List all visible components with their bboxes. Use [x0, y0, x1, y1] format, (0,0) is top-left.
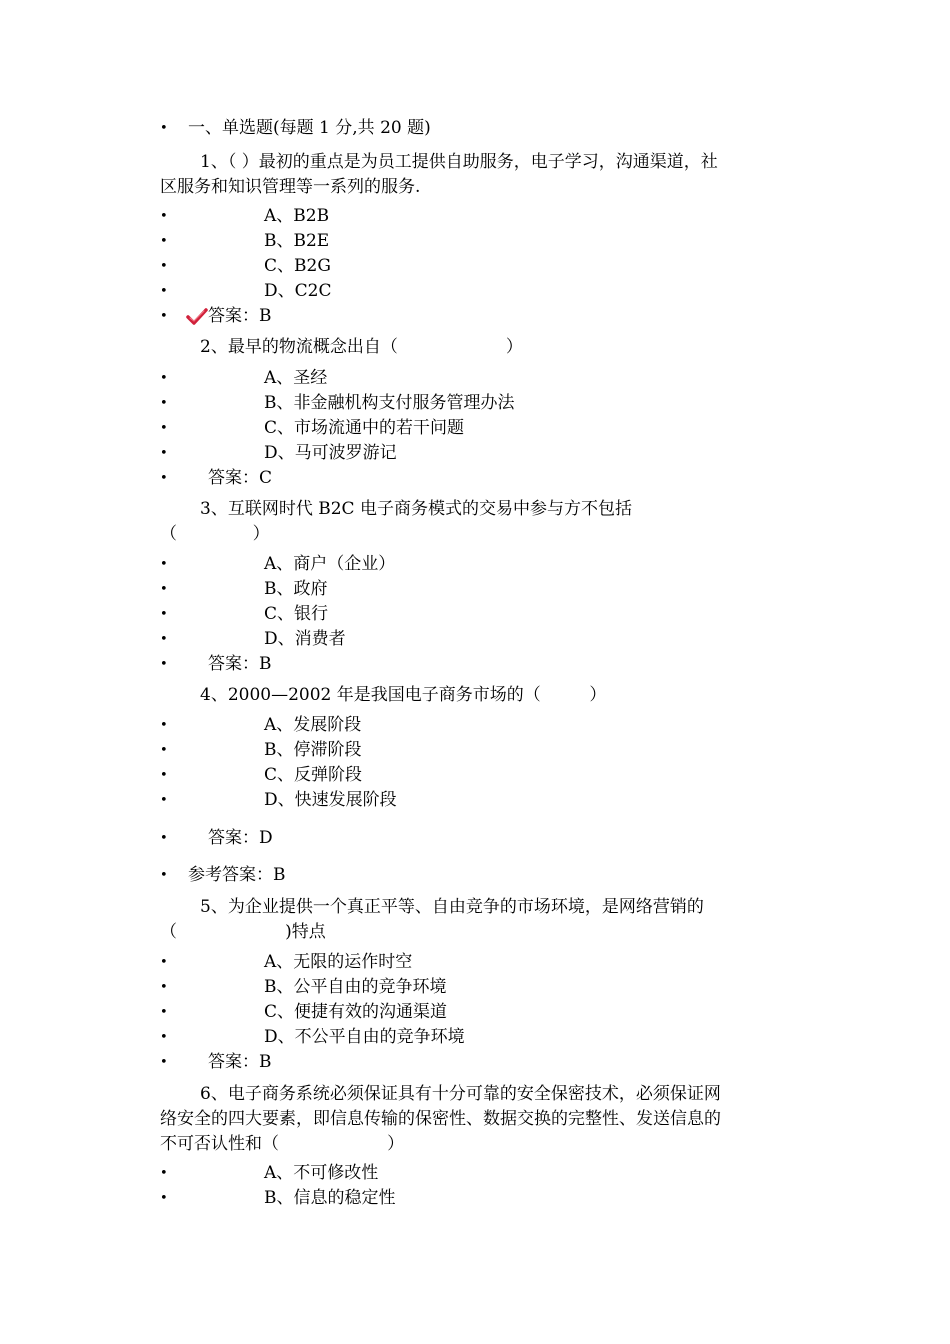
- bullet: •: [160, 121, 168, 136]
- section-header: 一、单选题(每题 1 分,共 20 题): [188, 118, 431, 138]
- document-page: • 一、单选题(每题 1 分,共 20 题) 1、（ ）最初的重点是为员工提供自助服务，电子学习，沟通渠道，社 区服务和知识管理等一系列的服务. • A、B2B • B、B2E • C、B2G • D、C2C • 答案：B 2、最早的物流概念出自（ ） • A、圣经 • B、非金融机构支付服务管理办法 • C、市场流通中的若干问题 • D、马可波罗游记 • 答案：C 3、互联网时代 B2C 电子商务模式的交易中参与方不包括 （ ） • A、商户（企业） • B、政府 • C、银行 • D、消费者 • 答案：B 4、2000—2002 年是我国电子商务市场的（ ） • A、发展阶段 • B、停滞阶段 • C、反弹阶段 • D、快速发展阶段 • 答案：D • 参考答案：B 5、为企业提供一个真正平等、自由竞争的市场环境，是网络营销的 （ )特点 • A、无限的运作时空 • B、公平自由的竞争环境 • C、便捷有效的沟通渠道 • D、不公平自由的竞争环境 • 答案：B 6、电子商务系统必须保证具有十分可靠的安全保密技术，必须保证网 络安全的四大要素，即信息传输的保密性、数据交换的完整性、发送信息的 不可否认性和（ ） • A、不可修改性 • B、信息的稳定性: [160, 118, 721, 1208]
- checkmark-icon: [186, 308, 208, 326]
